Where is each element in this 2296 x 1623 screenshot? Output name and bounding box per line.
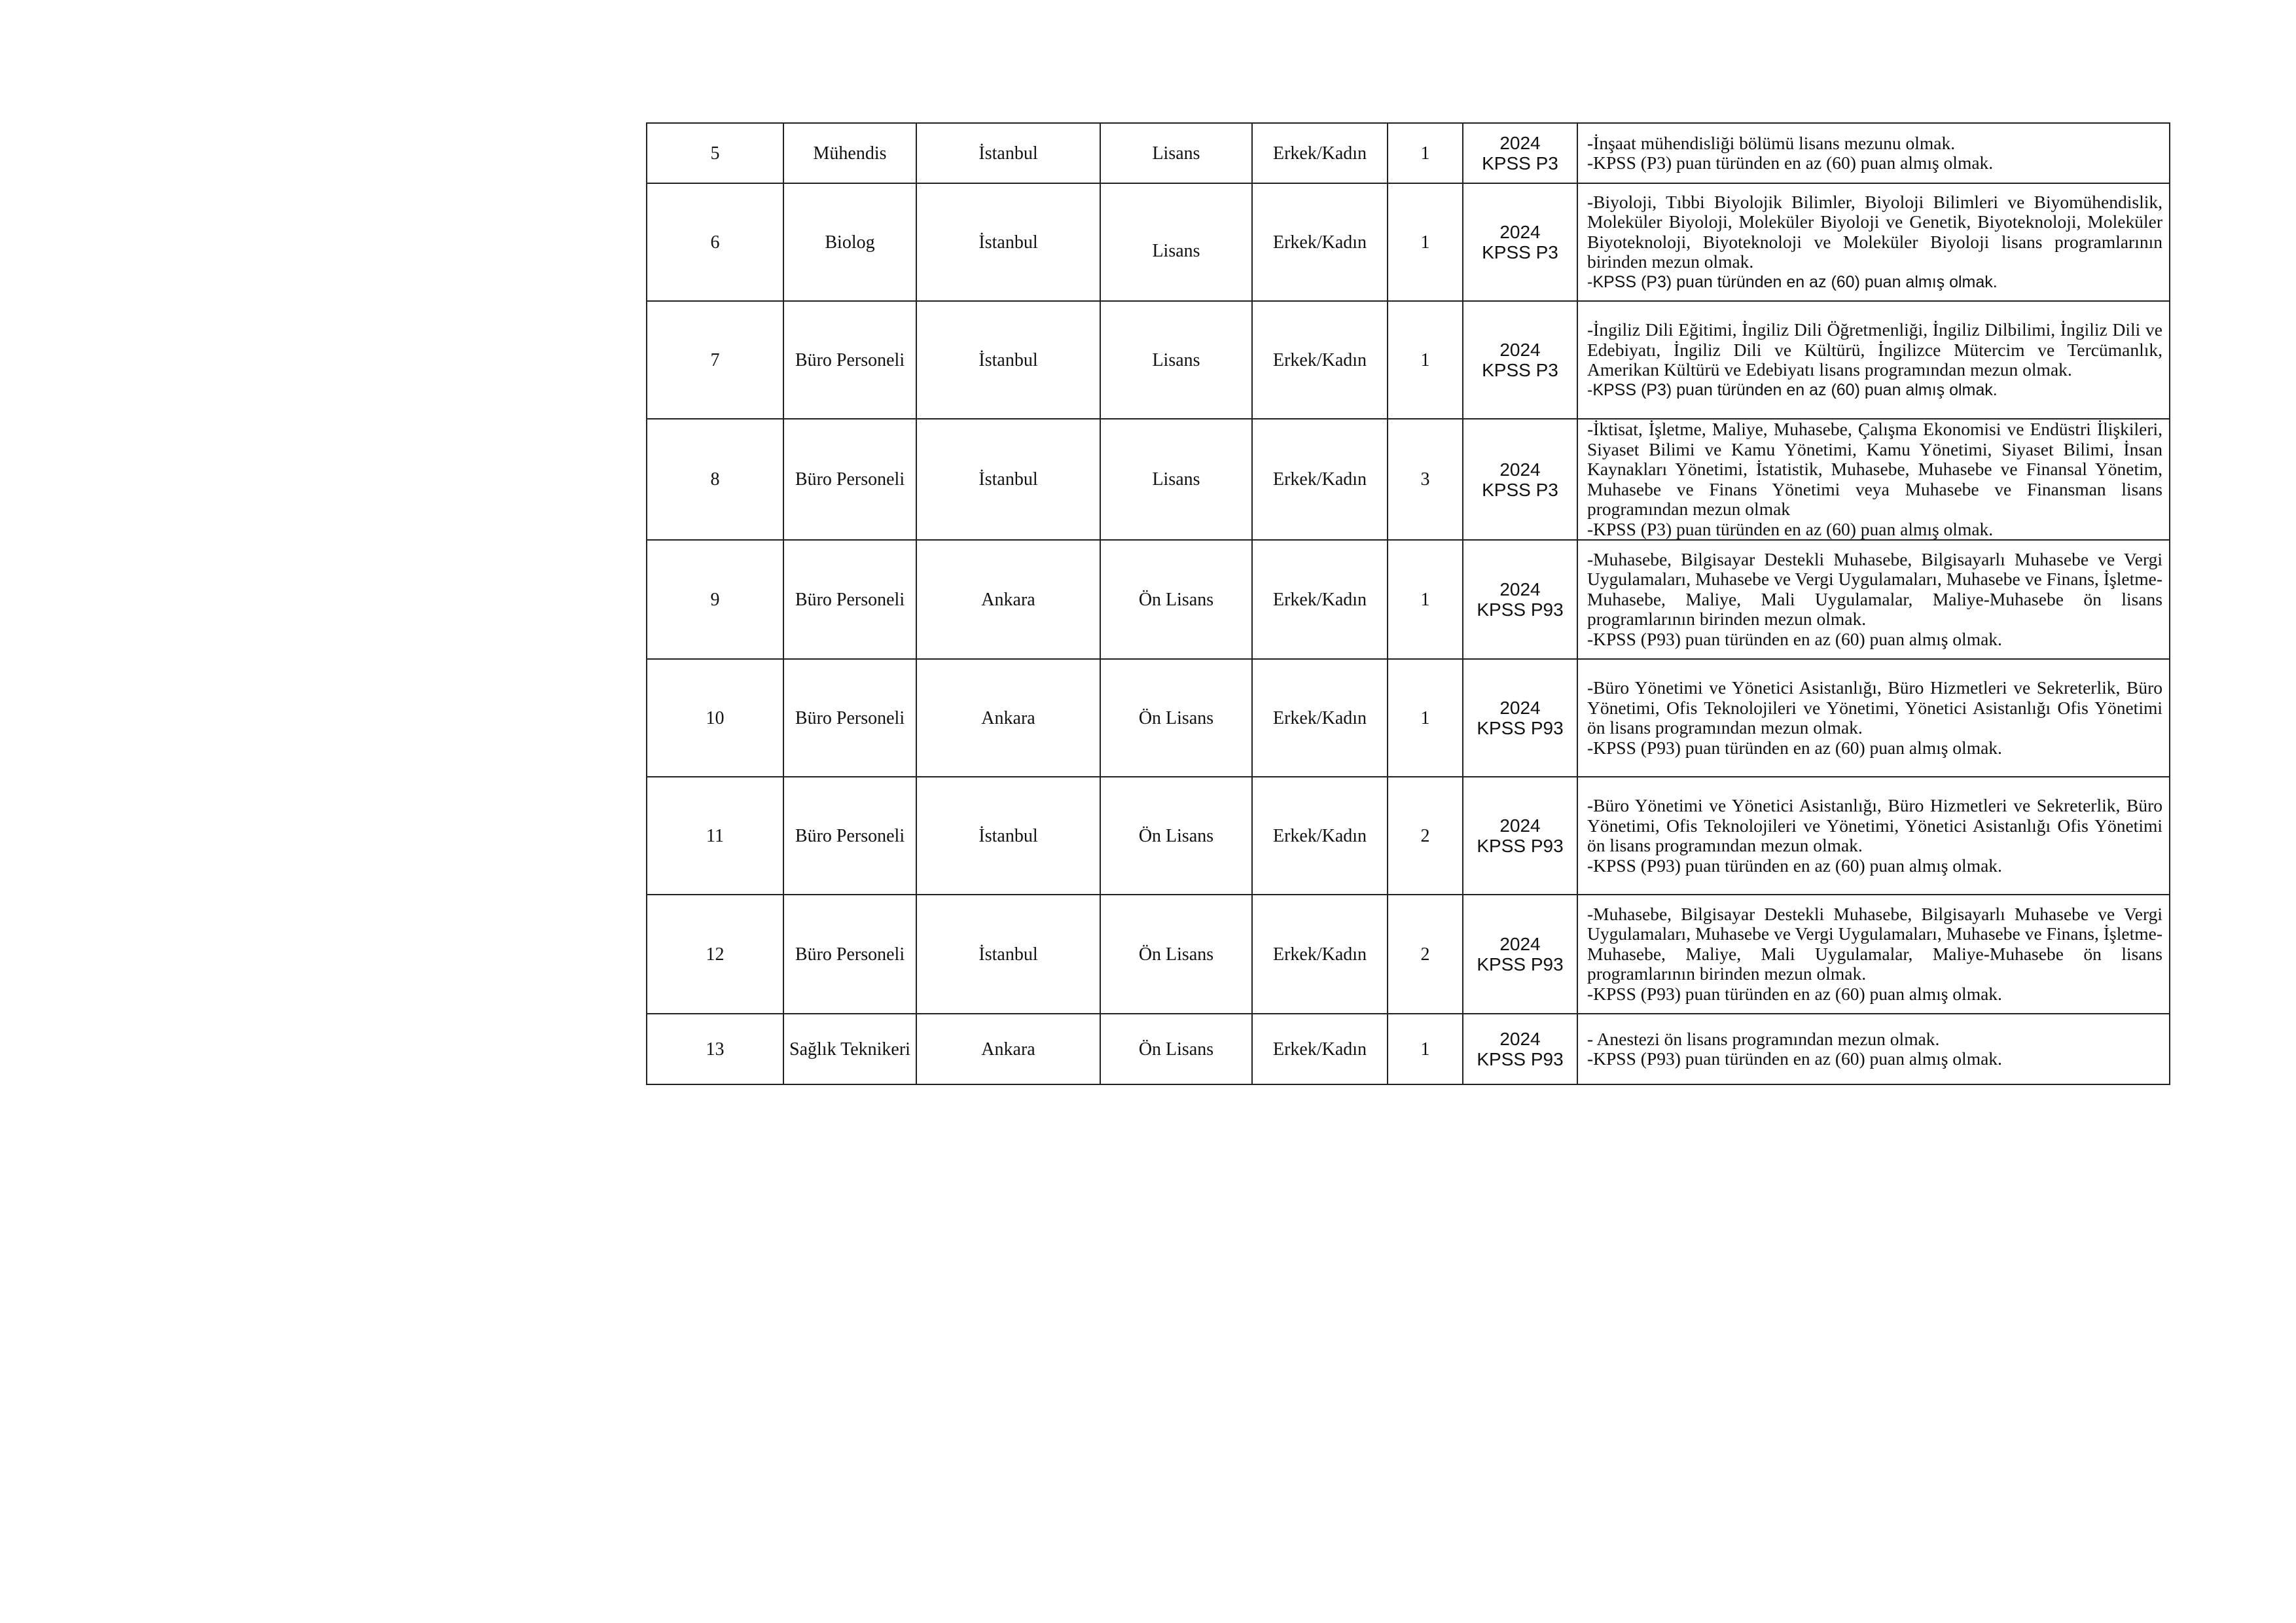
city: Ankara — [916, 540, 1100, 659]
gender: Erkek/Kadın — [1252, 659, 1388, 777]
position-count: 1 — [1388, 301, 1463, 419]
position-count: 2 — [1388, 895, 1463, 1014]
kpss-requirement: -KPSS (P93) puan türünden en az (60) puan almış olmak. — [1587, 1048, 2002, 1069]
row-number: 6 — [647, 183, 783, 301]
position-count: 1 — [1388, 183, 1463, 301]
requirement-text: -İnşaat mühendisliği bölümü lisans mezunu olmak. — [1587, 132, 1956, 153]
requirements — [1577, 540, 2170, 659]
education-level: Ön Lisans — [1100, 1014, 1252, 1084]
requirements — [1577, 777, 2170, 895]
requirement-text: -İngiliz Dili Eğitimi, İngiliz Dili Öğretmenliği, İngiliz Dilbilimi, İngiliz Dili ve Edebiyatı, İngiliz Dili ve Kültürü, İngilizce Mütercim ve Tercümanlık, Amerikan Kültürü ve Edebiyatı lisans programından mezun olmak. — [1587, 319, 2162, 380]
kpss-requirement: -KPSS (P3) puan türünden en az (60) puan almış olmak. — [1587, 380, 1998, 399]
requirements — [1577, 659, 2170, 777]
table-row — [647, 419, 2170, 540]
exam-info: 2024 KPSS P93 — [1463, 1014, 1577, 1084]
row-number: 13 — [647, 1014, 783, 1084]
city: İstanbul — [916, 895, 1100, 1014]
requirement-text: -Muhasebe, Bilgisayar Destekli Muhasebe, Bilgisayarlı Muhasebe ve Vergi Uygulamaları, Muhasebe ve Vergi Uygulamaları, Muhasebe ve Finans, İşletme-Muhasebe, Maliye, Mali Uygulamalar, Maliye-Muhasebe ön lisans programlarının birinden mezun olmak. — [1587, 548, 2162, 630]
kpss-requirement: -KPSS (P93) puan türünden en az (60) puan almış olmak. — [1587, 628, 2002, 649]
requirements — [1577, 1014, 2170, 1084]
requirement-text: -Büro Yönetimi ve Yönetici Asistanlığı, Büro Hizmetleri ve Sekreterlik, Büro Yönetimi, Ofis Teknolojileri ve Yönetimi, Yönetici Asistanlığı Ofis Yönetimi ön lisans programından mezun olmak. — [1587, 795, 2162, 855]
education-level: Lisans — [1100, 123, 1252, 183]
city: İstanbul — [916, 419, 1100, 540]
city: İstanbul — [916, 123, 1100, 183]
position-title: Büro Personeli — [783, 301, 916, 419]
exam-info: 2024 KPSS P93 — [1463, 777, 1577, 895]
position-count: 2 — [1388, 777, 1463, 895]
position-title: Büro Personeli — [783, 419, 916, 540]
exam-info: 2024 KPSS P93 — [1463, 540, 1577, 659]
row-number: 9 — [647, 540, 783, 659]
position-title: Büro Personeli — [783, 659, 916, 777]
row-number: 5 — [647, 123, 783, 183]
job-positions-table — [646, 122, 2170, 1085]
position-title: Büro Personeli — [783, 895, 916, 1014]
table-row — [647, 777, 2170, 895]
row-number: 11 — [647, 777, 783, 895]
requirement-text: -Biyoloji, Tıbbi Biyolojik Bilimler, Biyoloji Bilimleri ve Biyomühendislik, Moleküler Biyoloji, Moleküler Biyoloji ve Genetik, Biyoteknoloji, Moleküler Biyoteknoloji, Biyoteknoloji ve Moleküler Biyoloji lisans programlarının birinden mezun olmak. — [1587, 191, 2162, 272]
table-row — [647, 540, 2170, 659]
row-number: 12 — [647, 895, 783, 1014]
table-row — [647, 1014, 2170, 1084]
table-row — [647, 123, 2170, 183]
kpss-requirement: -KPSS (P93) puan türünden en az (60) puan almış olmak. — [1587, 983, 2002, 1004]
requirement-text: - Anestezi ön lisans programından mezun olmak. — [1587, 1028, 1940, 1049]
requirements — [1577, 301, 2170, 419]
gender: Erkek/Kadın — [1252, 895, 1388, 1014]
requirement-text: -Büro Yönetimi ve Yönetici Asistanlığı, Büro Hizmetleri ve Sekreterlik, Büro Yönetimi, Ofis Teknolojileri ve Yönetimi, Yönetici Asistanlığı Ofis Yönetimi ön lisans programından mezun olmak. — [1587, 677, 2162, 738]
city: İstanbul — [916, 777, 1100, 895]
position-count: 3 — [1388, 419, 1463, 540]
row-number: 8 — [647, 419, 783, 540]
gender: Erkek/Kadın — [1252, 183, 1388, 301]
kpss-requirement: -KPSS (P93) puan türünden en az (60) puan almış olmak. — [1587, 855, 2002, 876]
row-number: 7 — [647, 301, 783, 419]
position-title: Büro Personeli — [783, 777, 916, 895]
kpss-requirement: -KPSS (P3) puan türünden en az (60) puan almış olmak. — [1587, 518, 1994, 539]
gender: Erkek/Kadın — [1252, 301, 1388, 419]
requirement-text: -İktisat, İşletme, Maliye, Muhasebe, Çalışma Ekonomisi ve Endüstri İlişkileri, Siyaset Bilimi ve Kamu Yönetimi, Kamu Yönetimi, Siyaset Bilimi, İnsan Kaynakları Yönetimi, İstatistik, Muhasebe, Muhasebe ve Finansal Yönetim, Muhasebe ve Finans Yönetimi veya Muhasebe ve Finansman lisans programından mezun olmak — [1587, 419, 2162, 519]
gender: Erkek/Kadın — [1252, 123, 1388, 183]
position-count: 1 — [1388, 659, 1463, 777]
exam-info: 2024 KPSS P3 — [1463, 419, 1577, 540]
city: İstanbul — [916, 301, 1100, 419]
education-level: Lisans — [1100, 301, 1252, 419]
table-row — [647, 895, 2170, 1014]
position-count: 1 — [1388, 1014, 1463, 1084]
city: Ankara — [916, 1014, 1100, 1084]
row-number: 10 — [647, 659, 783, 777]
requirements — [1577, 895, 2170, 1014]
position-count: 1 — [1388, 540, 1463, 659]
city: Ankara — [916, 659, 1100, 777]
education-level: Ön Lisans — [1100, 540, 1252, 659]
exam-info: 2024 KPSS P93 — [1463, 659, 1577, 777]
kpss-requirement: -KPSS (P93) puan türünden en az (60) puan almış olmak. — [1587, 737, 2002, 758]
gender: Erkek/Kadın — [1252, 777, 1388, 895]
requirements — [1577, 419, 2170, 540]
education-level: Ön Lisans — [1100, 659, 1252, 777]
city: İstanbul — [916, 183, 1100, 301]
requirements — [1577, 183, 2170, 301]
table-row — [647, 301, 2170, 419]
requirement-text: -Muhasebe, Bilgisayar Destekli Muhasebe, Bilgisayarlı Muhasebe ve Vergi Uygulamaları, Muhasebe ve Vergi Uygulamaları, Muhasebe ve Finans, İşletme-Muhasebe, Maliye, Mali Uygulamalar, Maliye-Muhasebe ön lisans programlarının birinden mezun olmak. — [1587, 903, 2162, 984]
position-title: Büro Personeli — [783, 540, 916, 659]
gender: Erkek/Kadın — [1252, 540, 1388, 659]
position-title: Mühendis — [783, 123, 916, 183]
gender: Erkek/Kadın — [1252, 419, 1388, 540]
kpss-requirement: -KPSS (P3) puan türünden en az (60) puan almış olmak. — [1587, 272, 1998, 291]
gender: Erkek/Kadın — [1252, 1014, 1388, 1084]
exam-info: 2024 KPSS P3 — [1463, 123, 1577, 183]
position-title: Biolog — [783, 183, 916, 301]
position-title: Sağlık Teknikeri — [783, 1014, 916, 1084]
education-level: Lisans — [1100, 183, 1252, 301]
table-row — [647, 659, 2170, 777]
table-row — [647, 183, 2170, 301]
exam-info: 2024 KPSS P3 — [1463, 301, 1577, 419]
exam-info: 2024 KPSS P3 — [1463, 183, 1577, 301]
education-level: Lisans — [1100, 419, 1252, 540]
education-level: Ön Lisans — [1100, 777, 1252, 895]
kpss-requirement: -KPSS (P3) puan türünden en az (60) puan almış olmak. — [1587, 152, 1994, 173]
requirements — [1577, 123, 2170, 183]
education-level: Ön Lisans — [1100, 895, 1252, 1014]
exam-info: 2024 KPSS P93 — [1463, 895, 1577, 1014]
position-count: 1 — [1388, 123, 1463, 183]
